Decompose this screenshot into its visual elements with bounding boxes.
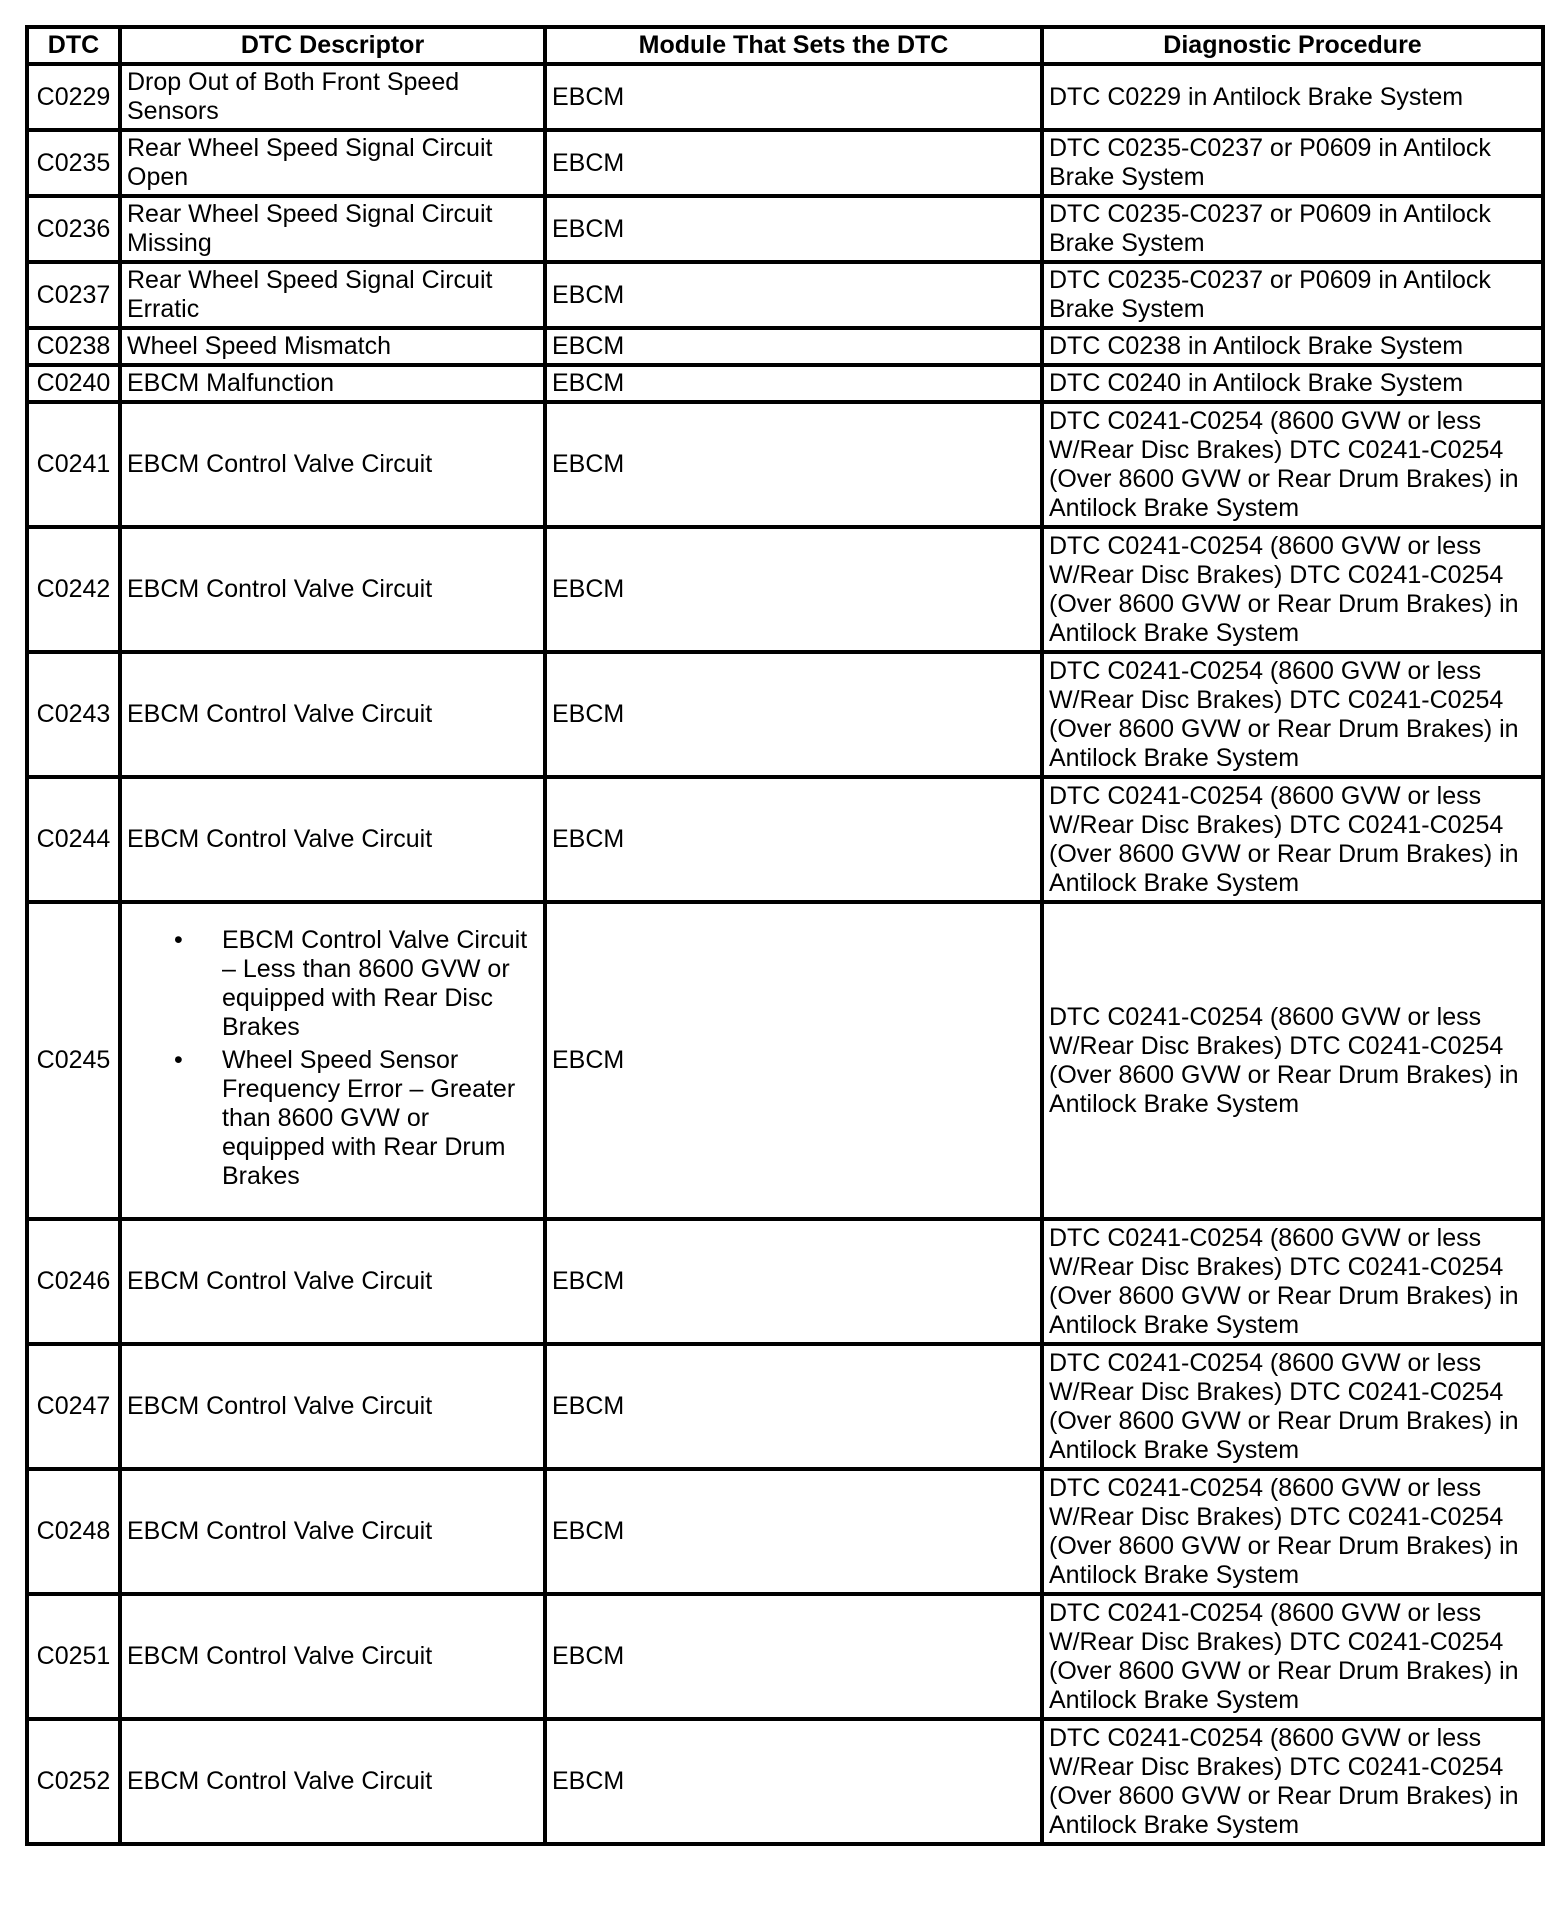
- dtc-code: C0252: [27, 1719, 120, 1844]
- dtc-procedure: DTC C0241-C0254 (8600 GVW or less W/Rear Disc Brakes) DTC C0241-C0254 (Over 8600 GVW or Rear Drum Brakes) in Antilock Brake System: [1042, 527, 1543, 652]
- dtc-procedure: DTC C0241-C0254 (8600 GVW or less W/Rear Disc Brakes) DTC C0241-C0254 (Over 8600 GVW or Rear Drum Brakes) in Antilock Brake System: [1042, 777, 1543, 902]
- dtc-code: C0242: [27, 527, 120, 652]
- table-row: [27, 328, 1543, 365]
- dtc-code: C0246: [27, 1219, 120, 1344]
- table-row: [27, 527, 1543, 652]
- dtc-module: EBCM: [545, 1594, 1042, 1719]
- dtc-code: C0244: [27, 777, 120, 902]
- dtc-module: EBCM: [545, 365, 1042, 402]
- dtc-module: EBCM: [545, 1344, 1042, 1469]
- descriptor-list: [127, 926, 538, 1191]
- dtc-module: EBCM: [545, 130, 1042, 196]
- list-item-text: EBCM Control Valve Circuit – Less than 8600 GVW or equipped with Rear Disc Brakes: [222, 926, 528, 1041]
- dtc-descriptor: Drop Out of Both Front Speed Sensors: [120, 64, 545, 130]
- dtc-code: C0248: [27, 1469, 120, 1594]
- dtc-code: C0240: [27, 365, 120, 402]
- list-item: [174, 926, 538, 1042]
- dtc-code: C0241: [27, 402, 120, 527]
- table-row: [27, 1344, 1543, 1469]
- dtc-procedure: DTC C0241-C0254 (8600 GVW or less W/Rear Disc Brakes) DTC C0241-C0254 (Over 8600 GVW or Rear Drum Brakes) in Antilock Brake System: [1042, 652, 1543, 777]
- dtc-code: C0245: [27, 902, 120, 1219]
- list-item-text: Wheel Speed Sensor Frequency Error – Greater than 8600 GVW or equipped with Rear Drum Brakes: [222, 1046, 516, 1190]
- dtc-descriptor: Rear Wheel Speed Signal Circuit Missing: [120, 196, 545, 262]
- table-row: [27, 262, 1543, 328]
- dtc-table: [25, 25, 1545, 1846]
- table-row: [27, 1719, 1543, 1844]
- table-row: [27, 64, 1543, 130]
- list-item: [174, 1046, 538, 1191]
- dtc-descriptor: EBCM Control Valve Circuit: [120, 1719, 545, 1844]
- dtc-module: EBCM: [545, 64, 1042, 130]
- table-header-row: [27, 27, 1543, 64]
- dtc-descriptor: EBCM Control Valve Circuit: [120, 1219, 545, 1344]
- dtc-descriptor: Rear Wheel Speed Signal Circuit Open: [120, 130, 545, 196]
- dtc-descriptor: Rear Wheel Speed Signal Circuit Erratic: [120, 262, 545, 328]
- header-descriptor: DTC Descriptor: [120, 27, 545, 64]
- dtc-procedure: DTC C0235-C0237 or P0609 in Antilock Brake System: [1042, 262, 1543, 328]
- dtc-module: EBCM: [545, 1219, 1042, 1344]
- dtc-procedure: DTC C0241-C0254 (8600 GVW or less W/Rear Disc Brakes) DTC C0241-C0254 (Over 8600 GVW or Rear Drum Brakes) in Antilock Brake System: [1042, 902, 1543, 1219]
- dtc-descriptor: EBCM Control Valve Circuit: [120, 652, 545, 777]
- dtc-procedure: DTC C0235-C0237 or P0609 in Antilock Brake System: [1042, 130, 1543, 196]
- dtc-descriptor: EBCM Control Valve Circuit: [120, 1344, 545, 1469]
- dtc-module: EBCM: [545, 1469, 1042, 1594]
- table-row: [27, 652, 1543, 777]
- dtc-module: EBCM: [545, 777, 1042, 902]
- dtc-procedure: DTC C0241-C0254 (8600 GVW or less W/Rear Disc Brakes) DTC C0241-C0254 (Over 8600 GVW or Rear Drum Brakes) in Antilock Brake System: [1042, 1719, 1543, 1844]
- dtc-descriptor: Wheel Speed Mismatch: [120, 328, 545, 365]
- table-row: [27, 196, 1543, 262]
- dtc-code: C0251: [27, 1594, 120, 1719]
- dtc-procedure: DTC C0235-C0237 or P0609 in Antilock Brake System: [1042, 196, 1543, 262]
- table-row: [27, 365, 1543, 402]
- dtc-code: C0238: [27, 328, 120, 365]
- dtc-code: C0229: [27, 64, 120, 130]
- dtc-descriptor: EBCM Control Valve Circuit: [120, 527, 545, 652]
- dtc-descriptor: EBCM Control Valve Circuit: [120, 777, 545, 902]
- header-module: Module That Sets the DTC: [545, 27, 1042, 64]
- dtc-procedure: DTC C0238 in Antilock Brake System: [1042, 328, 1543, 365]
- table-row: [27, 777, 1543, 902]
- dtc-procedure: DTC C0241-C0254 (8600 GVW or less W/Rear Disc Brakes) DTC C0241-C0254 (Over 8600 GVW or Rear Drum Brakes) in Antilock Brake System: [1042, 1594, 1543, 1719]
- table-row: [27, 130, 1543, 196]
- dtc-module: EBCM: [545, 1719, 1042, 1844]
- table-row: [27, 1469, 1543, 1594]
- dtc-descriptor: EBCM Control Valve Circuit: [120, 1469, 545, 1594]
- dtc-procedure: DTC C0229 in Antilock Brake System: [1042, 64, 1543, 130]
- header-procedure: Diagnostic Procedure: [1042, 27, 1543, 64]
- dtc-module: EBCM: [545, 262, 1042, 328]
- dtc-code: C0243: [27, 652, 120, 777]
- dtc-module: EBCM: [545, 527, 1042, 652]
- dtc-code: C0235: [27, 130, 120, 196]
- dtc-procedure: DTC C0241-C0254 (8600 GVW or less W/Rear Disc Brakes) DTC C0241-C0254 (Over 8600 GVW or Rear Drum Brakes) in Antilock Brake System: [1042, 1344, 1543, 1469]
- table-row: [27, 1594, 1543, 1719]
- dtc-code: C0247: [27, 1344, 120, 1469]
- dtc-code: C0236: [27, 196, 120, 262]
- dtc-module: EBCM: [545, 402, 1042, 527]
- dtc-procedure: DTC C0241-C0254 (8600 GVW or less W/Rear Disc Brakes) DTC C0241-C0254 (Over 8600 GVW or Rear Drum Brakes) in Antilock Brake System: [1042, 402, 1543, 527]
- dtc-descriptor: EBCM Control Valve Circuit: [120, 402, 545, 527]
- header-dtc: DTC: [27, 27, 120, 64]
- dtc-procedure: DTC C0241-C0254 (8600 GVW or less W/Rear Disc Brakes) DTC C0241-C0254 (Over 8600 GVW or Rear Drum Brakes) in Antilock Brake System: [1042, 1469, 1543, 1594]
- dtc-module: EBCM: [545, 902, 1042, 1219]
- dtc-procedure: DTC C0240 in Antilock Brake System: [1042, 365, 1543, 402]
- dtc-descriptor: [120, 902, 545, 1219]
- dtc-module: EBCM: [545, 328, 1042, 365]
- dtc-descriptor: EBCM Control Valve Circuit: [120, 1594, 545, 1719]
- dtc-procedure: DTC C0241-C0254 (8600 GVW or less W/Rear Disc Brakes) DTC C0241-C0254 (Over 8600 GVW or Rear Drum Brakes) in Antilock Brake System: [1042, 1219, 1543, 1344]
- dtc-code: C0237: [27, 262, 120, 328]
- table-row: [27, 1219, 1543, 1344]
- bullet-icon: •: [174, 1046, 183, 1074]
- bullet-icon: •: [174, 926, 183, 954]
- dtc-module: EBCM: [545, 652, 1042, 777]
- dtc-module: EBCM: [545, 196, 1042, 262]
- table-row: [27, 402, 1543, 527]
- dtc-descriptor: EBCM Malfunction: [120, 365, 545, 402]
- table-row: [27, 902, 1543, 1219]
